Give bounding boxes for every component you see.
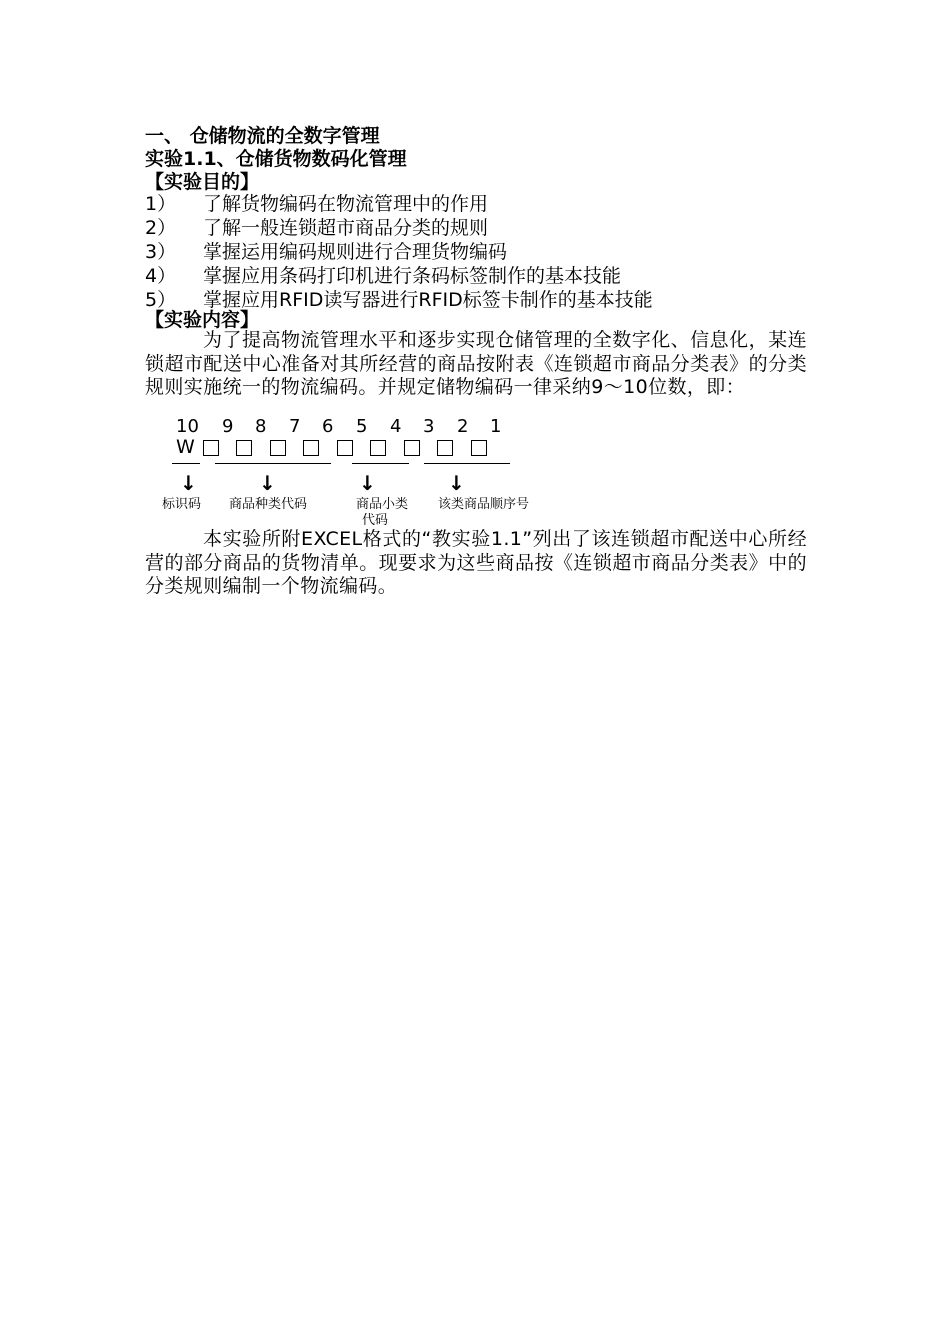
down-arrow-icon: ↓ (359, 471, 376, 495)
purpose-item (145, 240, 810, 264)
digit-label: 9 (222, 416, 234, 437)
digit-label: 7 (289, 416, 301, 437)
group-underline-category (215, 463, 331, 464)
digit-label: 1 (490, 416, 502, 437)
code-digit-box (370, 440, 386, 456)
code-digit-box (471, 440, 487, 456)
code-digit-box (437, 440, 453, 456)
content-paragraph-2: 本实验所附EXCEL格式的“教实验1.1”列出了该连锁超市配送中心所经营的部分商品的货物清单。现要求为这些商品按《连锁超市商品分类表》中的分类规则编制一个物流编码。 (145, 528, 807, 597)
digit-label: 6 (322, 416, 334, 437)
item-number: 1） (145, 193, 177, 215)
item-number: 3） (145, 241, 177, 263)
item-number: 2） (145, 217, 177, 239)
group-underline-sequence (424, 463, 510, 464)
down-arrow-icon: ↓ (259, 471, 276, 495)
digit-label: 4 (390, 416, 402, 437)
label-subcategory-code: 商品小类 (356, 497, 409, 512)
digit-label: 3 (423, 416, 435, 437)
digit-positions (0, 416, 950, 438)
content-heading: 【实验内容】 (145, 309, 260, 331)
code-prefix: W (176, 436, 195, 458)
code-digit-box (236, 440, 252, 456)
label-sequence-number: 该类商品顺序号 (438, 497, 530, 512)
purpose-item (145, 192, 810, 216)
item-text: 掌握应用RFID读写器进行RFID标签卡制作的基本技能 (203, 289, 653, 311)
digit-label: 10 (176, 416, 199, 437)
down-arrow-icon: ↓ (180, 471, 197, 495)
item-text: 了解货物编码在物流管理中的作用 (203, 193, 489, 215)
digit-label: 5 (356, 416, 368, 437)
code-digit-box (337, 440, 353, 456)
item-number: 5） (145, 289, 177, 311)
purpose-heading: 【实验目的】 (145, 171, 260, 193)
label-id-code: 标识码 (162, 497, 202, 512)
purpose-item (145, 264, 810, 288)
label-subcategory-code-line2: 代码 (362, 513, 389, 528)
code-digit-box (404, 440, 420, 456)
digit-label: 2 (457, 416, 469, 437)
label-category-code: 商品种类代码 (229, 497, 308, 512)
item-text: 掌握应用条码打印机进行条码标签制作的基本技能 (203, 265, 622, 287)
code-digit-box (203, 440, 219, 456)
experiment-title: 实验1.1、仓储货物数码化管理 (145, 148, 407, 170)
item-text: 掌握运用编码规则进行合理货物编码 (203, 241, 508, 263)
purpose-item (145, 216, 810, 240)
content-paragraph-1: 为了提高物流管理水平和逐步实现仓储管理的全数字化、信息化，某连锁超市配送中心准备对其所经营的商品按附表《连锁超市商品分类表》的分类规则实施统一的物流编码。并规定储物编码一律采纳9～10位数，即： (145, 329, 807, 398)
code-digit-box (270, 440, 286, 456)
down-arrow-icon: ↓ (448, 471, 465, 495)
section-heading: 一、 仓储物流的全数字管理 (145, 125, 380, 147)
item-number: 4） (145, 265, 177, 287)
code-digit-box (303, 440, 319, 456)
digit-label: 8 (255, 416, 267, 437)
group-underline-id (172, 463, 200, 464)
item-text: 了解一般连锁超市商品分类的规则 (203, 217, 489, 239)
group-underline-subcategory (352, 463, 409, 464)
